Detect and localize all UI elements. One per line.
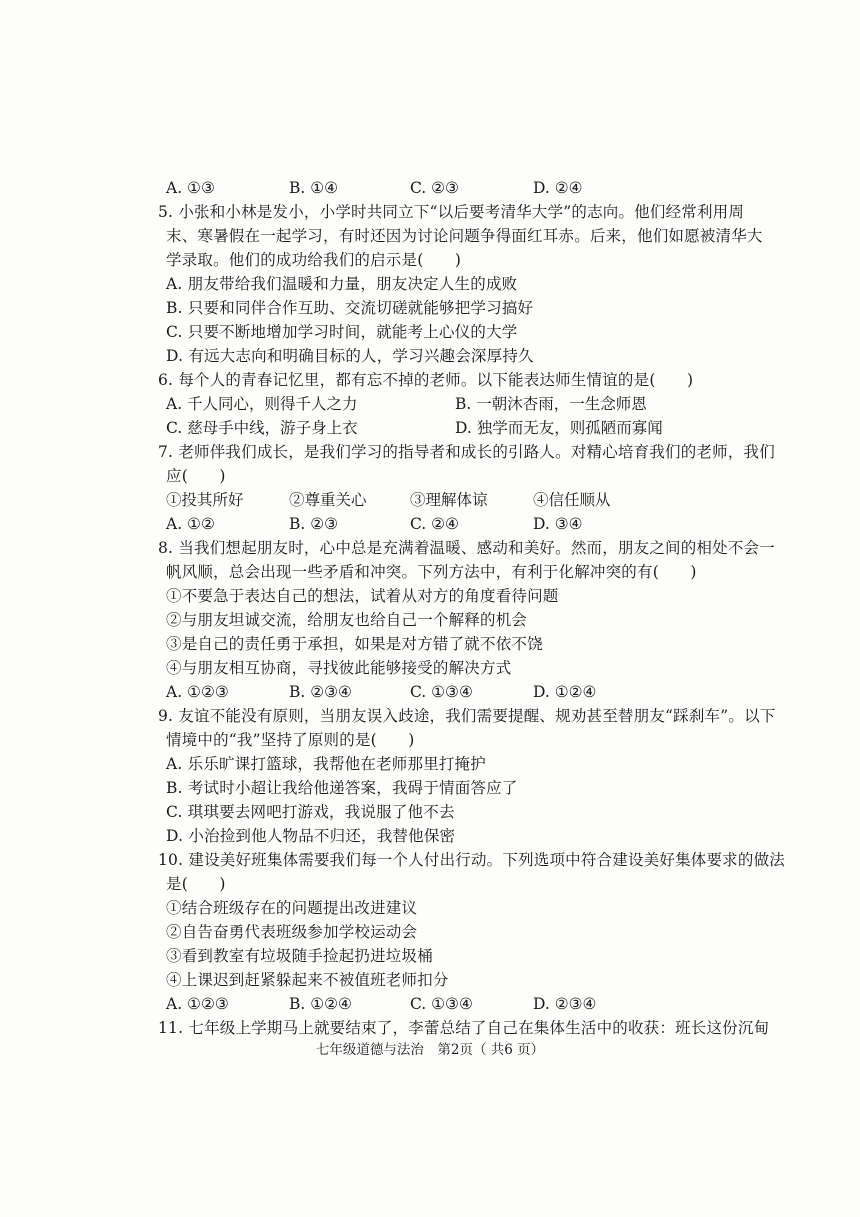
q9-option-b: B. 考试时小超让我给他递答案，我碍于情面答应了 — [166, 779, 518, 797]
page-footer: 七年级道德与法治 第2页（ 共6 页） — [315, 1042, 545, 1058]
q7-item-2: ②尊重关心 — [289, 491, 367, 509]
q7-option-a: A. ①② — [166, 515, 215, 533]
q4-option-b: B. ①④ — [289, 179, 339, 197]
q5-stem-line-1: 5. 小张和小林是发小，小学时共同立下“以后要考清华大学”的志向。他们经常利用周 — [158, 203, 745, 221]
q9-option-d: D. 小治捡到他人物品不归还，我替他保密 — [166, 827, 456, 845]
q10-item-4: ④上课迟到赶紧躲起来不被值班老师扣分 — [166, 971, 449, 989]
q6-stem: 6. 每个人的青春记忆里，都有忘不掉的老师。以下能表达师生情谊的是( ) — [158, 371, 694, 389]
q5-option-c: C. 只要不断地增加学习时间，就能考上心仪的大学 — [166, 323, 518, 341]
q6-option-d: D. 独学而无友，则孤陋而寡闻 — [455, 419, 663, 437]
q8-item-4: ④与朋友相互协商，寻找彼此能够接受的解决方式 — [166, 659, 512, 677]
q6-option-c: C. 慈母手中线，游子身上衣 — [166, 419, 358, 437]
q10-option-a: A. ①②③ — [166, 995, 229, 1013]
q8-item-2: ②与朋友坦诚交流，给朋友也给自己一个解释的机会 — [166, 611, 528, 629]
q9-stem-line-2: 情境中的“我”坚持了原则的是( ) — [166, 731, 415, 749]
q10-item-1: ①结合班级存在的问题提出改进建议 — [166, 899, 418, 917]
q5-option-d: D. 有远大志向和明确目标的人，学习兴趣会深厚持久 — [166, 347, 534, 365]
q7-stem-line-1: 7. 老师伴我们成长，是我们学习的指导者和成长的引路人。对精心培育我们的老师，我们 — [158, 443, 775, 461]
q8-stem-line-2: 帆风顺，总会出现一些矛盾和冲突。下列方法中，有利于化解冲突的有( ) — [166, 563, 697, 581]
q8-option-a: A. ①②③ — [166, 683, 229, 701]
q10-stem-line-1: 10. 建设美好班集体需要我们每一个人付出行动。下列选项中符合建设美好集体要求的做法 — [158, 851, 785, 869]
q11-stem-line-1: 11. 七年级上学期马上就要结束了，李蕾总结了自己在集体生活中的收获：班长这份沉甸 — [158, 1019, 770, 1037]
q7-option-d: D. ③④ — [533, 515, 583, 533]
q10-option-b: B. ①②④ — [289, 995, 352, 1013]
q10-item-2: ②自告奋勇代表班级参加学校运动会 — [166, 923, 418, 941]
q8-item-1: ①不要急于表达自己的想法，试着从对方的角度看待问题 — [166, 587, 559, 605]
q8-option-c: C. ①③④ — [410, 683, 473, 701]
q4-option-c: C. ②③ — [410, 179, 459, 197]
q9-stem-line-1: 9. 友谊不能没有原则，当朋友误入歧途，我们需要提醒、规劝甚至替朋友“踩刹车”。以下 — [158, 707, 776, 725]
q8-option-b: B. ②③④ — [289, 683, 352, 701]
q10-stem-line-2: 是( ) — [166, 875, 226, 893]
q7-item-3: ③理解体谅 — [410, 491, 488, 509]
q5-stem-line-2: 末、寒暑假在一起学习，有时还因为讨论问题争得面红耳赤。后来，他们如愿被清华大 — [166, 227, 763, 245]
q10-item-3: ③看到教室有垃圾随手捡起扔进垃圾桶 — [166, 947, 433, 965]
q4-option-d: D. ②④ — [533, 179, 583, 197]
q7-option-c: C. ②④ — [410, 515, 459, 533]
q7-stem-line-2: 应( ) — [166, 467, 226, 485]
q7-item-4: ④信任顺从 — [533, 491, 611, 509]
q9-option-c: C. 琪琪要去网吧打游戏，我说服了他不去 — [166, 803, 455, 821]
q5-option-b: B. 只要和同伴合作互助、交流切磋就能够把学习搞好 — [166, 299, 534, 317]
q10-option-c: C. ①③④ — [410, 995, 473, 1013]
q9-option-a: A. 乐乐旷课打篮球，我帮他在老师那里打掩护 — [166, 755, 486, 773]
q6-option-a: A. 千人同心，则得千人之力 — [166, 395, 358, 413]
q7-item-1: ①投其所好 — [166, 491, 244, 509]
q8-stem-line-1: 8. 当我们想起朋友时，心中总是充满着温暖、感动和美好。然而，朋友之间的相处不会一 — [158, 539, 775, 557]
q8-item-3: ③是自己的责任勇于承担，如果是对方错了就不依不饶 — [166, 635, 543, 653]
q10-option-d: D. ②③④ — [533, 995, 597, 1013]
q5-option-a: A. 朋友带给我们温暖和力量，朋友决定人生的成败 — [166, 275, 518, 293]
q8-option-d: D. ①②④ — [533, 683, 597, 701]
q5-stem-line-3: 学录取。他们的成功给我们的启示是( ) — [166, 251, 462, 269]
q7-option-b: B. ②③ — [289, 515, 339, 533]
q4-option-a: A. ①③ — [166, 179, 215, 197]
q6-option-b: B. 一朝沐杏雨，一生念师恩 — [455, 395, 647, 413]
